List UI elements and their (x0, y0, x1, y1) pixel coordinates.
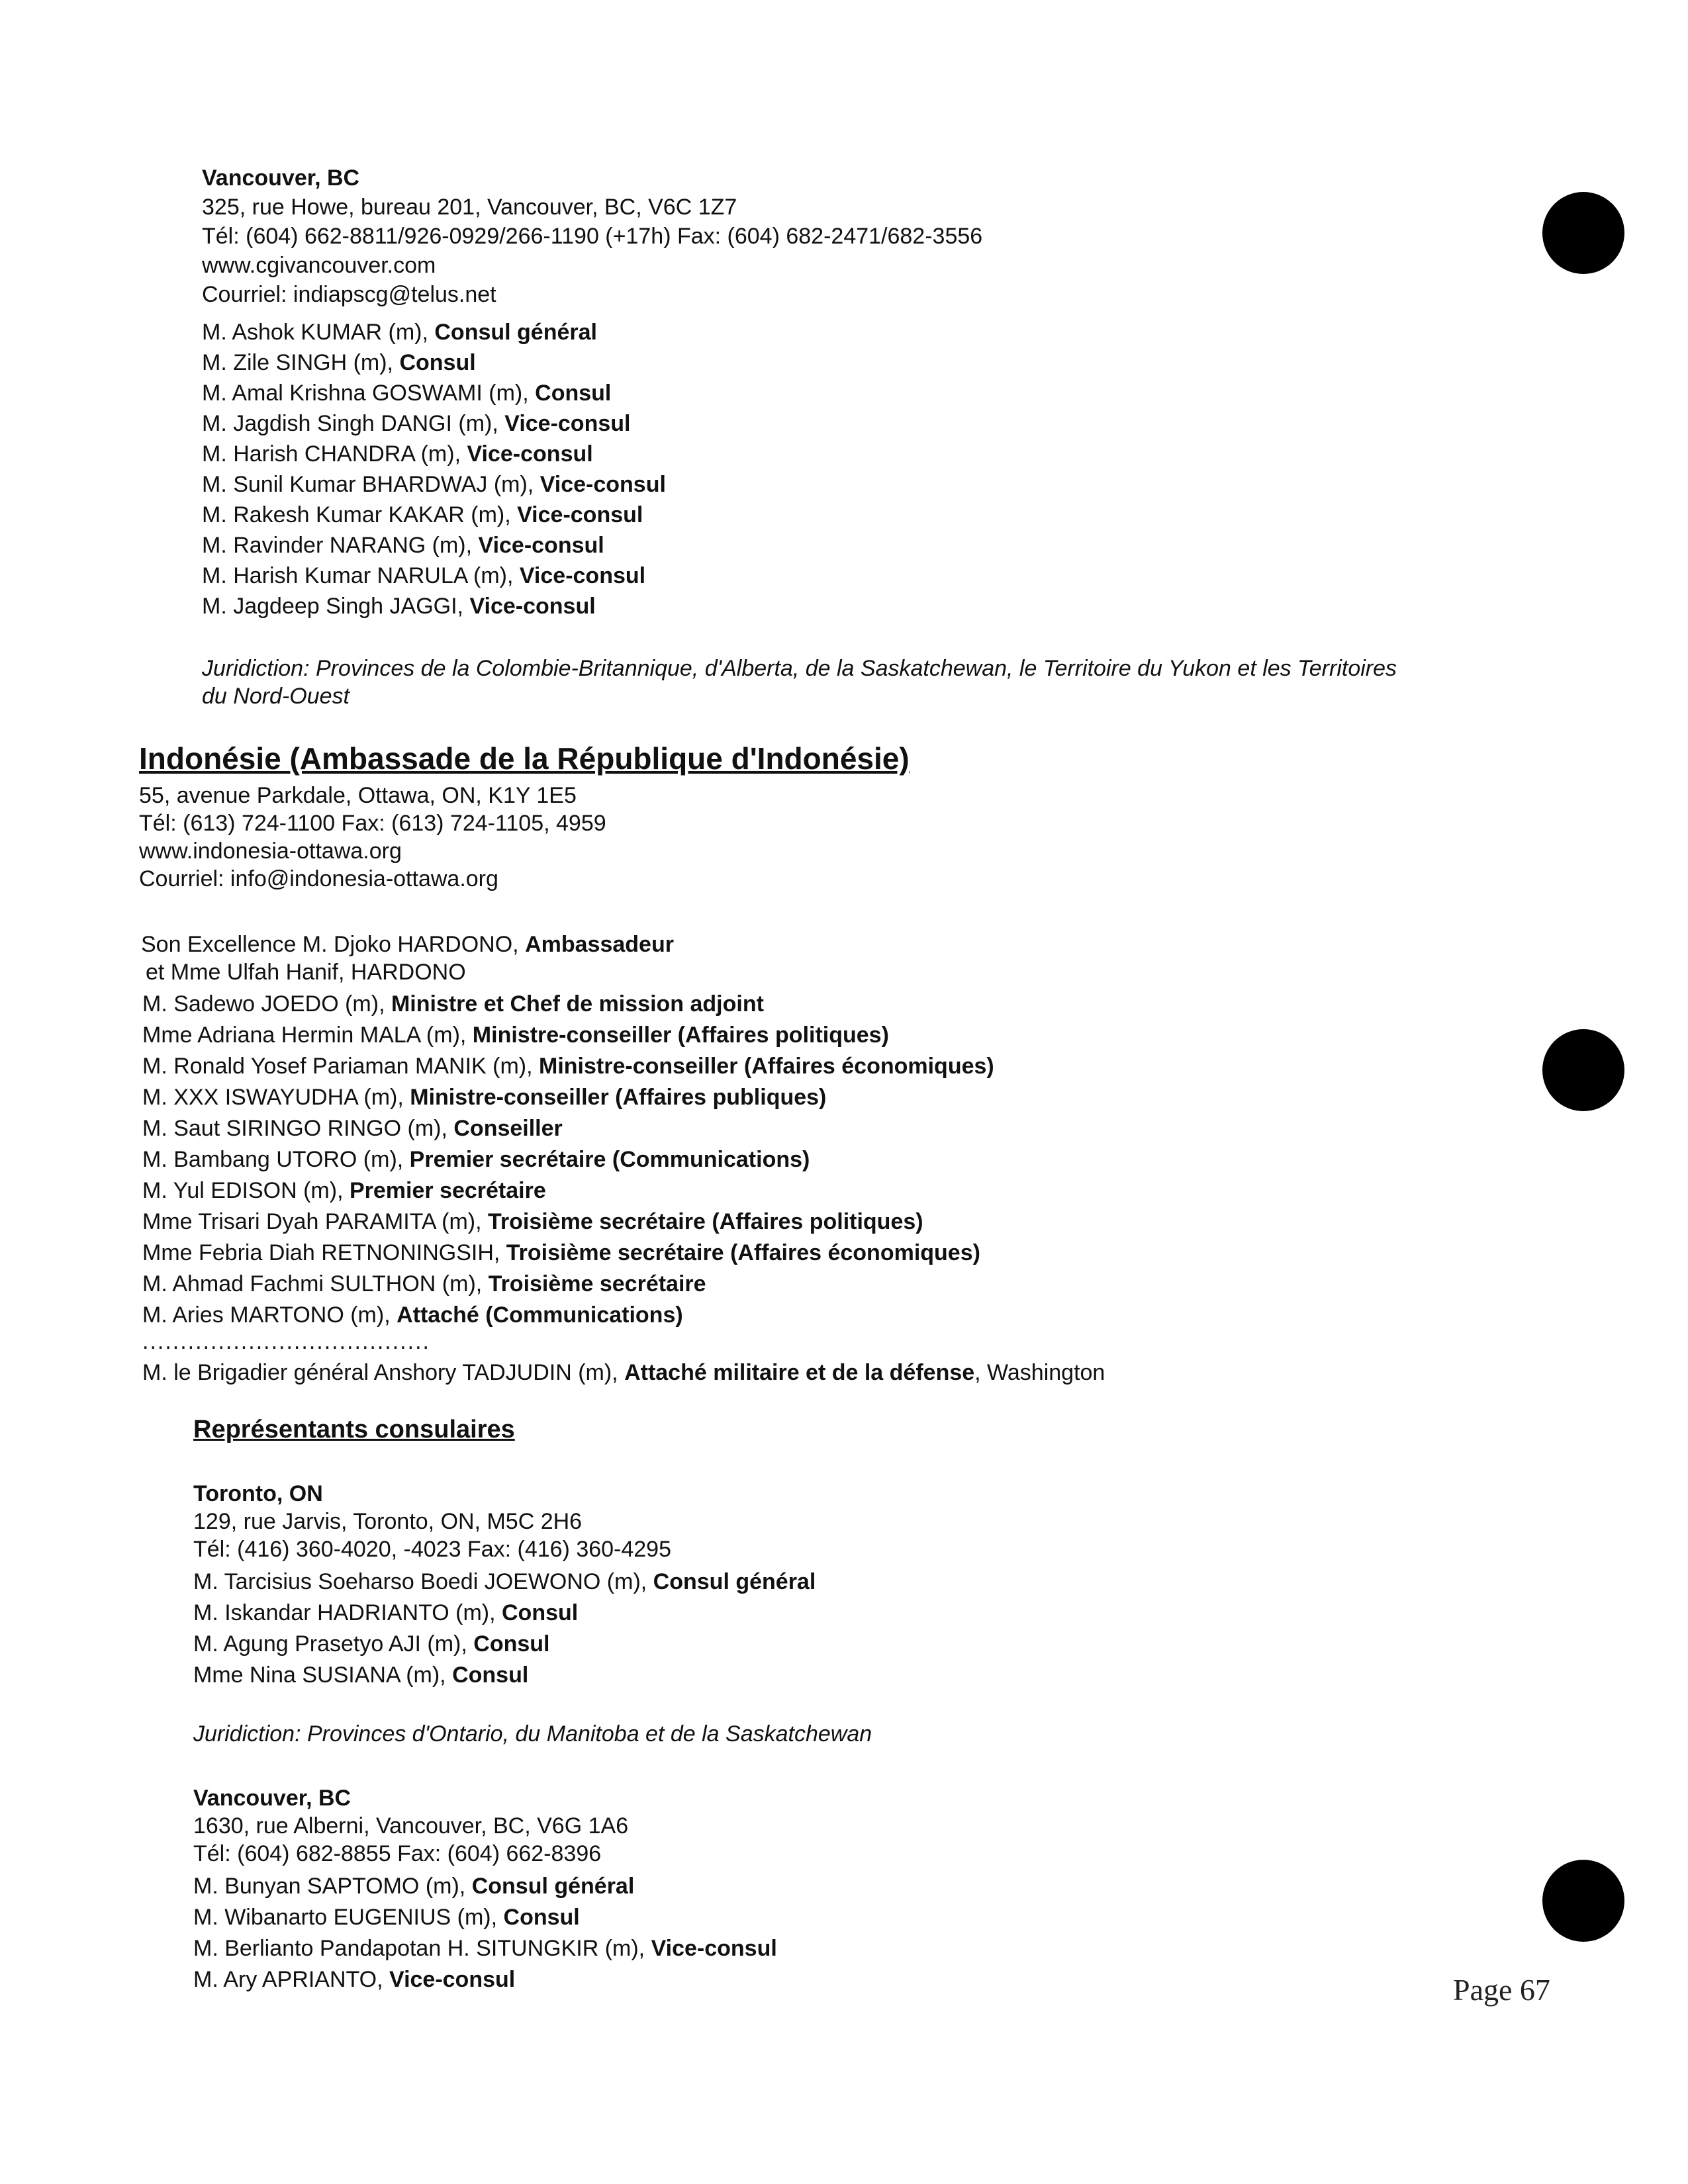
staff-name: M. Amal Krishna GOSWAMI (m), (202, 381, 536, 406)
staff-name: M. Sunil Kumar BHARDWAJ (m), (202, 472, 540, 497)
staff-entry (202, 379, 611, 408)
ambassador-spouse: et Mme Ulfah Hanif, HARDONO (146, 960, 466, 985)
staff-entry (202, 409, 630, 438)
staff-entry (193, 1598, 578, 1627)
staff-name: Mme Nina SUSIANA (m), (193, 1662, 453, 1688)
country-heading: Indonésie (Ambassade de la République d'Indonésie) (139, 741, 910, 776)
staff-name: M. Ashok KUMAR (m), (202, 320, 435, 345)
staff-name: M. Harish CHANDRA (m), (202, 441, 467, 467)
staff-title: Vice-consul (539, 472, 666, 497)
staff-title: Consul (399, 350, 476, 375)
staff-name: Mme Febria Diah RETNONINGSIH, (142, 1240, 506, 1265)
staff-entry (202, 348, 476, 377)
ambassador-title: Ambassadeur (525, 932, 674, 957)
staff-title: Troisième secrétaire (488, 1271, 706, 1297)
military-attache-entry (142, 1358, 1105, 1387)
staff-name: M. Iskandar HADRIANTO (m), (193, 1600, 502, 1625)
staff-title: Troisième secrétaire (Affaires politiques) (488, 1209, 923, 1234)
embassy-website: www.indonesia-ottawa.org (139, 839, 402, 864)
staff-title: Vice-consul (651, 1936, 777, 1961)
staff-name: M. Sadewo JOEDO (m), (142, 991, 391, 1017)
staff-entry (202, 318, 597, 347)
staff-entry (142, 1083, 826, 1112)
staff-entry (142, 1207, 923, 1236)
office-email: Courriel: indiapscg@telus.net (202, 282, 496, 307)
staff-title: Ministre et Chef de mission adjoint (391, 991, 764, 1017)
staff-name: M. Ravinder NARANG (m), (202, 533, 479, 558)
staff-title: Vice-consul (469, 594, 596, 619)
staff-entry (142, 1238, 980, 1267)
staff-entry (202, 592, 596, 621)
embassy-phone-fax: Tél: (613) 724-1100 Fax: (613) 724-1105, 4959 (139, 811, 606, 836)
staff-name: M. Ahmad Fachmi SULTHON (m), (142, 1271, 489, 1297)
staff-name: M. Jagdeep Singh JAGGI, (202, 594, 470, 619)
staff-title: Premier secrétaire (349, 1178, 546, 1203)
staff-title: Ministre-conseiller (Affaires publiques) (410, 1085, 827, 1110)
staff-title: Attaché (Communications) (397, 1302, 683, 1328)
staff-entry (142, 1052, 994, 1081)
staff-name: M. Zile SINGH (m), (202, 350, 400, 375)
staff-name: M. Harish Kumar NARULA (m), (202, 563, 520, 588)
staff-title: Vice-consul (517, 502, 643, 527)
staff-entry (202, 500, 643, 529)
staff-name: M. le Brigadier général Anshory TADJUDIN (m), (142, 1360, 625, 1385)
page-number: Page 67 (1453, 1973, 1550, 2007)
staff-name: M. Bambang UTORO (m), (142, 1147, 410, 1172)
office-phone-fax: Tél: (604) 682-8855 Fax: (604) 662-8396 (193, 1841, 602, 1866)
staff-title: Vice-consul (478, 533, 604, 558)
staff-entry (193, 1661, 528, 1690)
staff-title: Vice-consul (389, 1967, 516, 1992)
jurisdiction-note: Juridiction: Provinces de la Colombie-Britannique, d'Alberta, de la Saskatchewan, le Territoire du Yukon et les Territoires (202, 656, 1397, 681)
office-city: Vancouver, BC (202, 165, 360, 191)
staff-entry (193, 1934, 777, 1963)
staff-entry (142, 1176, 546, 1205)
staff-title: Troisième secrétaire (Affaires économiques) (506, 1240, 980, 1265)
staff-entry (202, 561, 645, 590)
staff-entry (142, 1145, 810, 1174)
staff-name: M. Ary APRIANTO, (193, 1967, 389, 1992)
staff-title: Consul général (471, 1874, 635, 1899)
staff-entry (193, 1567, 816, 1596)
staff-title: Consul général (653, 1569, 816, 1594)
staff-name: M. Ronald Yosef Pariaman MANIK (m), (142, 1054, 539, 1079)
staff-title: Attaché militaire et de la défense (624, 1360, 975, 1385)
staff-entry (142, 1114, 563, 1143)
staff-entry (193, 1629, 550, 1659)
staff-entry (193, 1903, 580, 1932)
staff-entry (142, 1300, 683, 1330)
office-address: 1630, rue Alberni, Vancouver, BC, V6G 1A6 (193, 1813, 629, 1839)
staff-location: , Washington (974, 1360, 1105, 1385)
staff-name: M. Yul EDISON (m), (142, 1178, 350, 1203)
office-website: www.cgivancouver.com (202, 253, 436, 278)
office-phone-fax: Tél: (604) 662-8811/926-0929/266-1190 (+17h) Fax: (604) 682-2471/682-3556 (202, 224, 983, 249)
staff-name: M. Wibanarto EUGENIUS (m), (193, 1905, 504, 1930)
staff-title: Conseiller (453, 1116, 563, 1141)
staff-title: Ministre-conseiller (Affaires économiques) (539, 1054, 994, 1079)
staff-title: Consul (473, 1631, 550, 1657)
staff-name: M. XXX ISWAYUDHA (m), (142, 1085, 410, 1110)
office-address: 325, rue Howe, bureau 201, Vancouver, BC, V6C 1Z7 (202, 195, 737, 220)
punch-hole (1542, 1029, 1624, 1111)
staff-entry (202, 470, 666, 499)
staff-name: M. Berlianto Pandapotan H. SITUNGKIR (m), (193, 1936, 651, 1961)
staff-name: M. Aries MARTONO (m), (142, 1302, 397, 1328)
staff-title: Consul (535, 381, 612, 406)
staff-entry (193, 1872, 634, 1901)
staff-name: M. Jagdish Singh DANGI (m), (202, 411, 505, 436)
jurisdiction-note-continued: du Nord-Ouest (202, 684, 350, 709)
staff-name: Mme Trisari Dyah PARAMITA (m), (142, 1209, 489, 1234)
staff-entry (142, 1269, 706, 1298)
staff-title: Consul (503, 1905, 580, 1930)
office-city: Vancouver, BC (193, 1786, 352, 1811)
staff-name: M. Saut SIRINGO RINGO (m), (142, 1116, 454, 1141)
staff-title: Consul général (434, 320, 597, 345)
staff-name: M. Agung Prasetyo AJI (m), (193, 1631, 474, 1657)
staff-title: Ministre-conseiller (Affaires politiques) (472, 1023, 889, 1048)
staff-name: Mme Adriana Hermin MALA (m), (142, 1023, 473, 1048)
staff-entry (142, 989, 764, 1019)
staff-title: Premier secrétaire (Communications) (409, 1147, 810, 1172)
staff-name: M. Rakesh Kumar KAKAR (m), (202, 502, 518, 527)
staff-name: M. Tarcisius Soeharso Boedi JOEWONO (m), (193, 1569, 653, 1594)
staff-title: Vice-consul (467, 441, 593, 467)
office-phone-fax: Tél: (416) 360-4020, -4023 Fax: (416) 360-4295 (193, 1537, 672, 1562)
office-address: 129, rue Jarvis, Toronto, ON, M5C 2H6 (193, 1509, 583, 1534)
staff-entry (193, 1965, 515, 1994)
embassy-address: 55, avenue Parkdale, Ottawa, ON, K1Y 1E5 (139, 783, 577, 808)
staff-entry (202, 439, 593, 469)
staff-title: Consul (502, 1600, 579, 1625)
embassy-email: Courriel: info@indonesia-ottawa.org (139, 866, 498, 891)
staff-name: M. Bunyan SAPTOMO (m), (193, 1874, 472, 1899)
office-city: Toronto, ON (193, 1481, 323, 1506)
ambassador-entry (141, 930, 674, 959)
jurisdiction-note: Juridiction: Provinces d'Ontario, du Manitoba et de la Saskatchewan (193, 1721, 872, 1747)
staff-title: Vice-consul (519, 563, 646, 588)
staff-entry (142, 1021, 889, 1050)
staff-title: Consul (452, 1662, 529, 1688)
staff-entry (202, 531, 604, 560)
punch-hole (1542, 192, 1624, 274)
section-separator: ...................................... (142, 1329, 430, 1354)
punch-hole (1542, 1860, 1624, 1942)
staff-title: Vice-consul (504, 411, 631, 436)
ambassador-name: Son Excellence M. Djoko HARDONO, (141, 932, 526, 957)
consular-heading: Représentants consulaires (193, 1416, 515, 1443)
